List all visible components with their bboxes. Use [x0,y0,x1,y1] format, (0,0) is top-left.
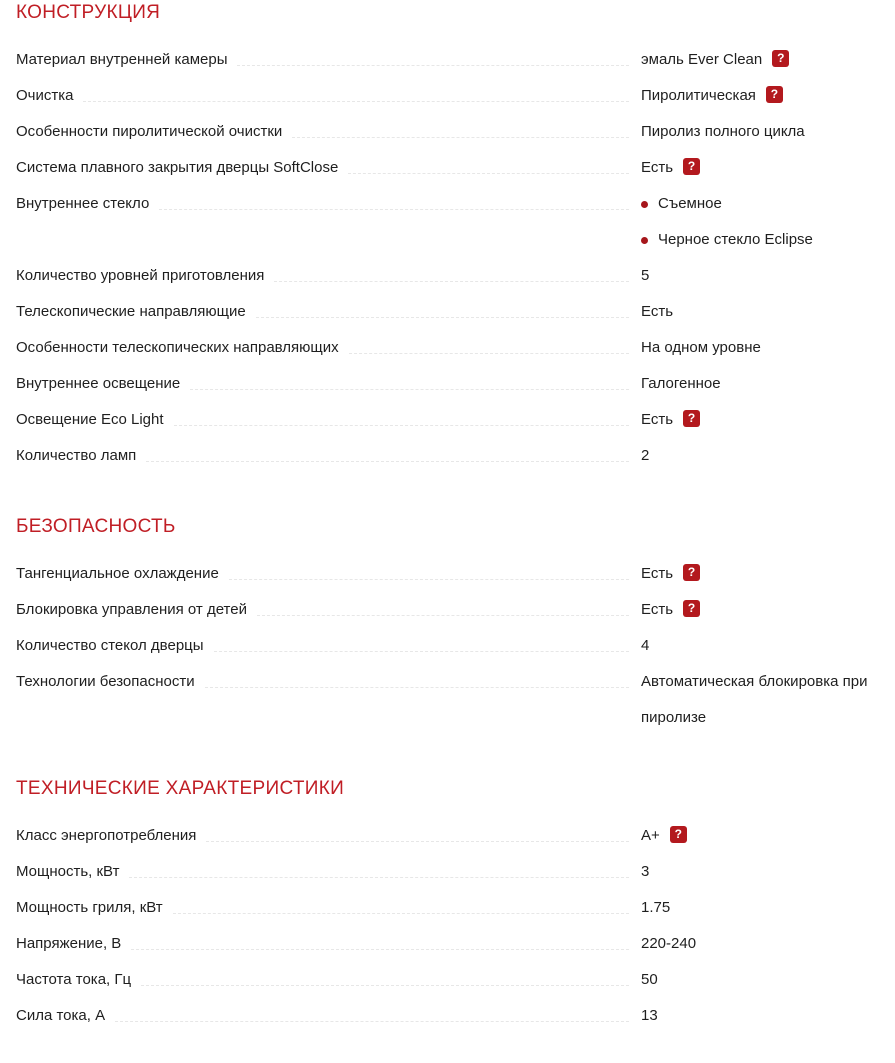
dotted-leader [256,294,629,318]
spec-label: Внутреннее освещение [16,375,181,392]
spec-row [16,42,895,78]
dotted-leader [214,628,629,652]
spec-value: 2 [641,447,650,464]
spec-row [16,998,895,1034]
spec-value-cell [641,664,895,736]
spec-value-cell [641,42,895,78]
spec-row [16,556,895,592]
section-title: БЕЗОПАСНОСТЬ [16,516,176,537]
spec-label: Частота тока, Гц [16,971,132,988]
spec-value-bullet-list [641,186,895,258]
dotted-leader [173,890,629,914]
dotted-leader [129,854,629,878]
spec-row [16,78,895,114]
dotted-leader [141,962,629,986]
spec-row [16,926,895,962]
spec-row [16,628,895,664]
spec-row [16,366,895,402]
spec-value: 5 [641,267,650,284]
spec-row [16,258,895,294]
spec-value-cell [641,890,895,926]
help-icon[interactable]: ? [772,50,789,67]
dotted-leader [159,186,629,210]
bullet-text: Съемное [658,195,722,212]
spec-value: Есть [641,601,674,618]
spec-label: Сила тока, А [16,1007,106,1024]
dotted-leader [205,664,629,688]
spec-row [16,438,895,474]
spec-value-cell [641,854,895,890]
spec-label: Класс энергопотребления [16,827,197,844]
spec-row [16,592,895,628]
dotted-leader [292,114,629,138]
spec-value: Есть [641,159,674,176]
spec-value: Пиролитическая [641,87,756,104]
spec-value-cell [641,998,895,1034]
spec-value-cell [641,962,895,998]
spec-label: Количество ламп [16,447,137,464]
dotted-leader [274,258,629,282]
spec-value: Есть [641,303,674,320]
section-title: КОНСТРУКЦИЯ [16,2,161,23]
spec-value: 1.75 [641,899,671,916]
dotted-leader [146,438,629,462]
spec-row [16,186,895,258]
spec-row [16,962,895,998]
spec-section [16,778,895,1034]
spec-row [16,114,895,150]
help-icon[interactable]: ? [670,826,687,843]
dotted-leader [206,818,629,842]
spec-value-cell [641,114,895,150]
spec-value-cell [641,78,895,114]
spec-label: Тангенциальное охлаждение [16,565,219,582]
bullet-icon [641,237,648,244]
help-icon[interactable]: ? [683,564,700,581]
spec-value-cell [641,556,895,592]
bullet-text: Черное стекло Eclipse [658,231,813,248]
spec-value-cell [641,366,895,402]
spec-value: 13 [641,1007,658,1024]
bullet-item [641,186,895,222]
spec-row [16,402,895,438]
spec-label: Технологии безопасности [16,673,195,690]
spec-row [16,818,895,854]
spec-value: 50 [641,971,658,988]
dotted-leader [348,150,629,174]
bullet-item [641,222,895,258]
spec-value-cell [641,258,895,294]
spec-value: эмаль Ever Clean [641,51,763,68]
spec-value: A+ [641,827,660,844]
spec-value-cell [641,818,895,854]
help-icon[interactable]: ? [683,158,700,175]
spec-label: Мощность, кВт [16,863,120,880]
spec-row [16,330,895,366]
spec-value-cell [641,926,895,962]
spec-value: 3 [641,863,650,880]
spec-row [16,890,895,926]
spec-label: Мощность гриля, кВт [16,899,163,916]
dotted-leader [349,330,629,354]
spec-label: Внутреннее стекло [16,195,150,212]
spec-value: На одном уровне [641,339,761,356]
spec-value-cell [641,294,895,330]
section-title: ТЕХНИЧЕСКИЕ ХАРАКТЕРИСТИКИ [16,778,345,799]
dotted-leader [257,592,629,616]
spec-label: Особенности пиролитической очистки [16,123,283,140]
dotted-leader [237,42,629,66]
spec-value: 4 [641,637,650,654]
dotted-leader [115,998,629,1022]
spec-row [16,150,895,186]
spec-label: Материал внутренней камеры [16,51,228,68]
dotted-leader [83,78,629,102]
spec-value-cell [641,330,895,366]
spec-label: Освещение Eco Light [16,411,164,428]
spec-row [16,294,895,330]
dotted-leader [174,402,629,426]
spec-value-cell [641,150,895,186]
spec-value: Пиролиз полного цикла [641,123,805,140]
spec-value: Есть [641,411,674,428]
bullet-icon [641,201,648,208]
spec-value: Галогенное [641,375,721,392]
spec-label: Система плавного закрытия дверцы SoftClose [16,159,339,176]
spec-section [16,2,895,474]
spec-value: Автоматическая блокировка при пиролизе [641,673,868,726]
spec-value-cell [641,402,895,438]
help-icon[interactable]: ? [683,600,700,617]
spec-label: Телескопические направляющие [16,303,246,320]
spec-value: Есть [641,565,674,582]
spec-value-cell [641,628,895,664]
spec-section [16,516,895,736]
spec-label: Очистка [16,87,74,104]
dotted-leader [229,556,629,580]
spec-value-cell [641,438,895,474]
spec-value-cell [641,592,895,628]
spec-label: Напряжение, В [16,935,122,952]
spec-row [16,664,895,736]
help-icon[interactable]: ? [683,410,700,427]
spec-value: 220-240 [641,935,697,952]
spec-label: Особенности телескопических направляющих [16,339,339,356]
dotted-leader [131,926,629,950]
spec-row [16,854,895,890]
spec-label: Количество уровней приготовления [16,267,265,284]
help-icon[interactable]: ? [766,86,783,103]
spec-value-cell [641,186,895,258]
spec-label: Блокировка управления от детей [16,601,247,618]
spec-label: Количество стекол дверцы [16,637,204,654]
dotted-leader [190,366,629,390]
